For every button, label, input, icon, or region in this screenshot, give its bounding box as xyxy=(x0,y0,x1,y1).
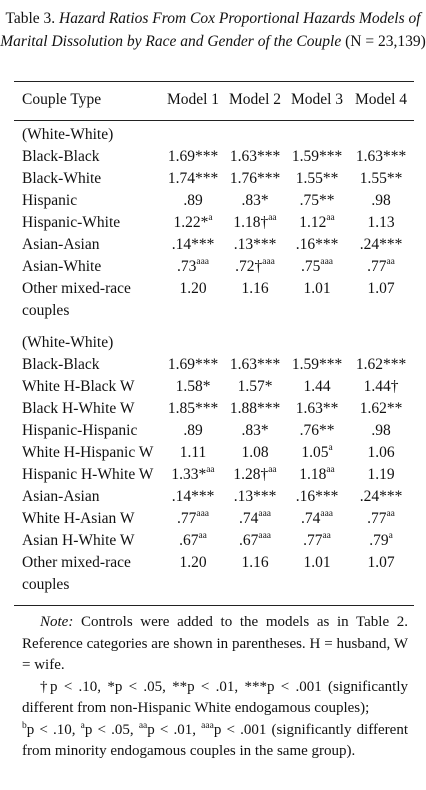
cell-superscript: aa xyxy=(322,530,331,541)
table-cell xyxy=(350,422,412,440)
cell-value: .67 xyxy=(179,532,199,549)
table-cell xyxy=(162,192,224,210)
table-cell xyxy=(286,170,348,188)
table-cell xyxy=(224,422,286,440)
table-cell xyxy=(350,170,412,188)
column-header-couple-type: Couple Type xyxy=(22,91,102,108)
cell-value: .67 xyxy=(238,532,259,549)
column-header-model-2: Model 2 xyxy=(228,91,282,108)
note-superscript: a xyxy=(80,720,85,731)
cell-value: 1.59*** xyxy=(291,148,343,165)
cell-superscript: aa xyxy=(326,212,335,223)
table-cell xyxy=(162,422,224,440)
table-cell xyxy=(162,214,224,232)
table-cell xyxy=(286,444,348,462)
table-cell xyxy=(162,258,224,276)
table-cell xyxy=(224,488,286,506)
cell-superscript: aaa xyxy=(258,508,272,519)
table-cell xyxy=(224,214,286,232)
table-cell xyxy=(350,400,412,418)
table-cell xyxy=(162,444,224,462)
cell-value: 1.63*** xyxy=(229,356,281,373)
cell-value: 1.58* xyxy=(175,378,211,395)
table-cell xyxy=(162,400,224,418)
cell-value: .75 xyxy=(300,258,321,275)
cell-value: .14*** xyxy=(171,236,215,253)
table-caption xyxy=(0,8,426,53)
cell-value: .77 xyxy=(176,510,197,527)
note-superscript: b xyxy=(22,720,27,731)
table-row xyxy=(0,214,426,236)
cell-value: 1.08 xyxy=(241,444,269,461)
table-cell xyxy=(286,378,348,396)
cell-value: 1.59*** xyxy=(291,356,343,373)
table-cell xyxy=(286,400,348,418)
table-cell xyxy=(350,258,412,276)
row-label: Hispanic-Hispanic xyxy=(22,422,138,439)
cell-superscript: aaa xyxy=(196,508,210,519)
table-row xyxy=(0,170,426,192)
column-header-model-4: Model 4 xyxy=(354,91,408,108)
cell-superscript: aaa xyxy=(196,256,210,267)
table-row-continuation xyxy=(0,302,426,324)
row-label: Black H-White W xyxy=(22,400,135,417)
cell-superscript: aa xyxy=(268,212,277,223)
cell-value: .76** xyxy=(299,422,335,439)
table-row xyxy=(0,422,426,444)
table-cell xyxy=(350,214,412,232)
cell-value: 1.18 xyxy=(299,466,327,483)
row-label: Black-White xyxy=(22,170,102,187)
cell-value: 1.05 xyxy=(301,444,329,461)
table-cell xyxy=(224,258,286,276)
cell-superscript: aaa xyxy=(320,508,334,519)
significance-note-2 xyxy=(22,720,408,763)
table-cell xyxy=(162,378,224,396)
cell-value: 1.44† xyxy=(363,378,399,395)
top-rule xyxy=(14,81,414,82)
significance-note-1: †p < .10, *p < .05, **p < .01, ***p < .001 (significantly different from non-Hispanic White endogamous couples); xyxy=(22,678,408,716)
cell-value: 1.63*** xyxy=(229,148,281,165)
table-cell xyxy=(162,488,224,506)
table-cell xyxy=(350,488,412,506)
table-cell xyxy=(286,236,348,254)
cell-value: .83* xyxy=(241,192,269,209)
table-cell xyxy=(286,422,348,440)
cell-value: .74 xyxy=(300,510,321,527)
table-cell xyxy=(162,170,224,188)
table-cell xyxy=(162,554,224,572)
cell-value: 1.12 xyxy=(299,214,327,231)
cell-value: 1.55** xyxy=(359,170,403,187)
cell-value: 1.57* xyxy=(237,378,273,395)
cell-value: 1.63** xyxy=(295,400,339,417)
row-label: Asian-Asian xyxy=(22,488,100,505)
table-cell xyxy=(286,214,348,232)
cell-value: 1.07 xyxy=(367,554,395,571)
table-cell xyxy=(224,378,286,396)
cell-value: 1.16 xyxy=(241,280,269,297)
table-cell xyxy=(224,510,286,528)
table-cell xyxy=(162,280,224,298)
row-label: Hispanic H-White W xyxy=(22,466,154,483)
header-rule xyxy=(14,120,414,121)
table-cell xyxy=(224,170,286,188)
cell-superscript: a xyxy=(208,212,213,223)
row-label: Black-Black xyxy=(22,148,100,165)
table-cell xyxy=(162,510,224,528)
cell-value: .16*** xyxy=(295,488,339,505)
cell-value: 1.62*** xyxy=(355,356,407,373)
table-row xyxy=(0,554,426,576)
table-row xyxy=(0,192,426,214)
cell-superscript: aa xyxy=(268,464,277,475)
table-row xyxy=(0,258,426,280)
row-label: White H-Hispanic W xyxy=(22,444,154,461)
table-cell xyxy=(286,192,348,210)
cell-superscript: a xyxy=(388,530,393,541)
table-row xyxy=(0,280,426,302)
table-cell xyxy=(224,280,286,298)
cell-value: .24*** xyxy=(359,236,403,253)
note-text: p < .10, xyxy=(26,721,81,738)
cell-value: 1.16 xyxy=(241,554,269,571)
cell-value: 1.19 xyxy=(367,466,395,483)
cell-superscript: aa xyxy=(206,464,215,475)
cell-value: .72† xyxy=(235,258,263,275)
cell-value: 1.62** xyxy=(359,400,403,417)
table-notes xyxy=(22,612,408,763)
cell-superscript: aa xyxy=(386,256,395,267)
table-cell xyxy=(350,280,412,298)
reference-category-label: (White-White) xyxy=(22,334,114,351)
cell-value: 1.13 xyxy=(367,214,395,231)
table-cell xyxy=(162,356,224,374)
table-cell xyxy=(286,554,348,572)
cell-value: 1.69*** xyxy=(167,148,219,165)
cell-value: 1.07 xyxy=(367,280,395,297)
table-cell xyxy=(350,236,412,254)
cell-value: .24*** xyxy=(359,488,403,505)
table-cell xyxy=(224,400,286,418)
note-paragraph: Note: Controls were added to the models as in Table 2. Reference categories are shown in parentheses. H = husband, W = wife. xyxy=(22,614,408,673)
table-cell xyxy=(286,510,348,528)
cell-value: .75** xyxy=(299,192,335,209)
table-cell xyxy=(350,444,412,462)
cell-value: 1.28† xyxy=(233,466,269,483)
cell-value: .73 xyxy=(176,258,197,275)
cell-superscript: aaa xyxy=(258,530,272,541)
table-cell xyxy=(350,356,412,374)
cell-value: .89 xyxy=(183,192,203,209)
bottom-rule xyxy=(14,605,414,606)
table-cell xyxy=(286,148,348,166)
row-label: White H-Black W xyxy=(22,378,135,395)
sample-size: (N = 23,139) xyxy=(345,32,426,50)
table-row xyxy=(0,466,426,488)
cell-superscript: aa xyxy=(326,464,335,475)
table-number: Table 3. xyxy=(5,10,56,27)
cell-value: 1.74*** xyxy=(167,170,219,187)
table-cell xyxy=(350,554,412,572)
row-label-continuation: couples xyxy=(22,302,70,319)
cell-value: .13*** xyxy=(233,488,277,505)
table-row-continuation xyxy=(0,576,426,598)
table-cell xyxy=(162,466,224,484)
table-row xyxy=(0,444,426,466)
note-text: p < .01, xyxy=(147,721,202,738)
cell-superscript: aa xyxy=(386,508,395,519)
table-cell xyxy=(162,532,224,550)
cell-superscript: aa xyxy=(198,530,207,541)
cell-value: 1.01 xyxy=(303,554,331,571)
cell-value: .98 xyxy=(371,422,391,439)
note-superscript: aa xyxy=(138,720,148,731)
cell-value: 1.85*** xyxy=(167,400,219,417)
row-label: Black-Black xyxy=(22,356,100,373)
table-row xyxy=(0,510,426,532)
cell-value: .77 xyxy=(367,510,387,527)
cell-value: .77 xyxy=(367,258,387,275)
cell-value: 1.06 xyxy=(367,444,395,461)
table-cell xyxy=(224,236,286,254)
reference-row xyxy=(0,126,426,148)
table-cell xyxy=(350,192,412,210)
table-cell xyxy=(224,356,286,374)
table-cell xyxy=(350,148,412,166)
table-row xyxy=(0,488,426,510)
row-label: Other mixed-race xyxy=(22,280,131,297)
note-text: p < .001 (significantly different from minority endogamous couples in the same group). xyxy=(22,721,408,759)
table-cell xyxy=(286,466,348,484)
column-header-model-1: Model 1 xyxy=(166,91,220,108)
cell-value: 1.69*** xyxy=(167,356,219,373)
table-cell xyxy=(286,258,348,276)
cell-value: 1.44 xyxy=(303,378,331,395)
table-cell xyxy=(286,356,348,374)
cell-value: 1.88*** xyxy=(229,400,281,417)
table-cell xyxy=(224,554,286,572)
cell-value: 1.33* xyxy=(171,466,207,483)
table-cell xyxy=(350,466,412,484)
table-row xyxy=(0,148,426,170)
cell-value: 1.18† xyxy=(233,214,269,231)
row-label: Other mixed-race xyxy=(22,554,131,571)
reference-category-label: (White-White) xyxy=(22,126,114,143)
cell-value: 1.20 xyxy=(179,280,207,297)
table-row xyxy=(0,356,426,378)
table-cell xyxy=(286,280,348,298)
cell-value: 1.01 xyxy=(303,280,331,297)
table-title: Hazard Ratios From Cox Proportional Hazards Models of Marital Dissolution by Race and Gender of the Couple xyxy=(0,10,421,50)
cell-value: 1.63*** xyxy=(355,148,407,165)
cell-value: 1.11 xyxy=(179,444,207,461)
cell-value: 1.76*** xyxy=(229,170,281,187)
table-cell xyxy=(286,488,348,506)
row-label: White H-Asian W xyxy=(22,510,135,527)
table-cell xyxy=(286,532,348,550)
cell-value: .74 xyxy=(238,510,259,527)
table-cell xyxy=(162,148,224,166)
table-cell xyxy=(350,378,412,396)
cell-value: .83* xyxy=(241,422,269,439)
column-header-model-3: Model 3 xyxy=(290,91,344,108)
cell-value: .14*** xyxy=(171,488,215,505)
table-row xyxy=(0,400,426,422)
table-row xyxy=(0,378,426,400)
cell-value: 1.55** xyxy=(295,170,339,187)
table-cell xyxy=(224,444,286,462)
reference-row xyxy=(0,334,426,356)
cell-value: .77 xyxy=(303,532,323,549)
table-cell xyxy=(224,466,286,484)
cell-value: .16*** xyxy=(295,236,339,253)
cell-value: .98 xyxy=(371,192,391,209)
table-cell xyxy=(350,532,412,550)
cell-value: 1.20 xyxy=(179,554,207,571)
note-text: p < .05, xyxy=(84,721,139,738)
table-cell xyxy=(224,192,286,210)
row-label: Asian H-White W xyxy=(22,532,135,549)
cell-superscript: aaa xyxy=(262,256,275,267)
note-superscript: aaa xyxy=(201,720,214,731)
cell-value: .89 xyxy=(183,422,203,439)
table-cell xyxy=(224,532,286,550)
row-label-continuation: couples xyxy=(22,576,70,593)
table-cell xyxy=(350,510,412,528)
table-row xyxy=(0,532,426,554)
row-label: Asian-White xyxy=(22,258,102,275)
cell-value: .13*** xyxy=(233,236,277,253)
cell-value: 1.22* xyxy=(173,214,209,231)
table-cell xyxy=(224,148,286,166)
cell-superscript: a xyxy=(328,442,333,453)
row-label: Hispanic-White xyxy=(22,214,121,231)
table-row xyxy=(0,236,426,258)
row-label: Hispanic xyxy=(22,192,78,209)
row-label: Asian-Asian xyxy=(22,236,100,253)
cell-value: .79 xyxy=(369,532,389,549)
table-cell xyxy=(162,236,224,254)
cell-superscript: aaa xyxy=(320,256,334,267)
